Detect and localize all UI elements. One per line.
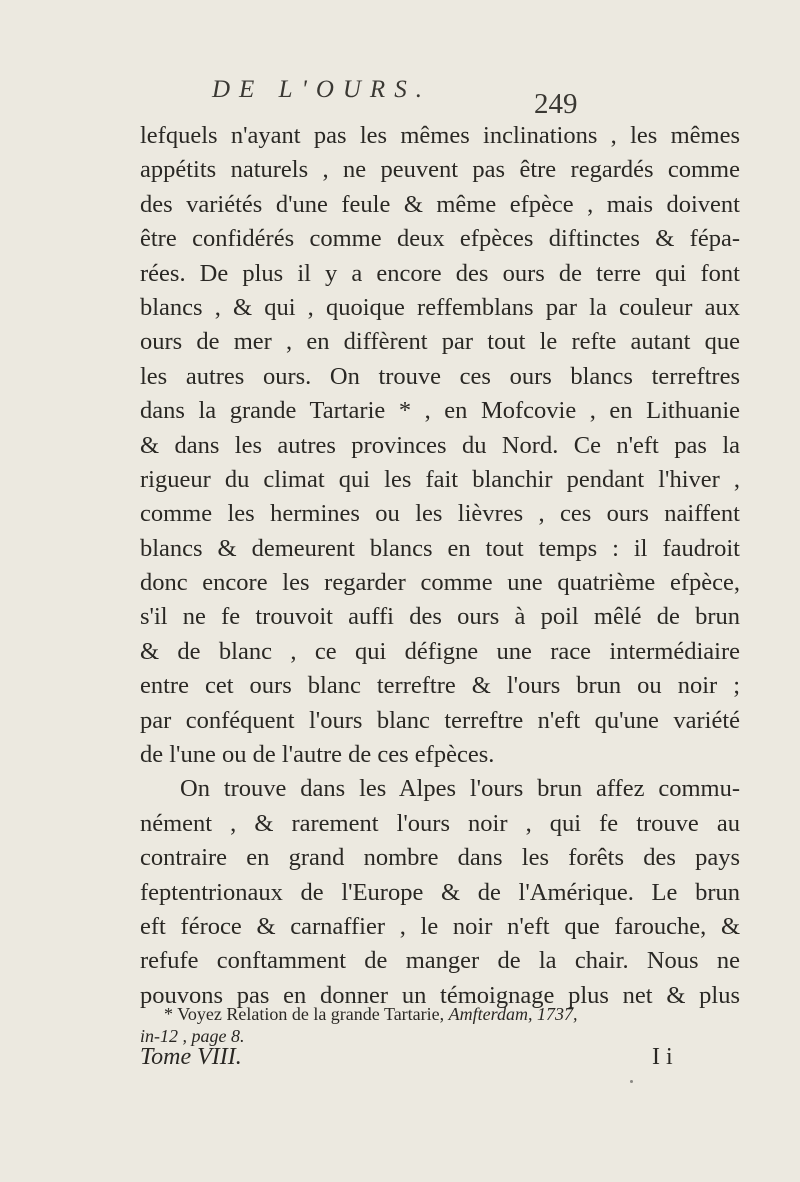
- ink-speck: [630, 1080, 633, 1083]
- body-text: [140, 119, 740, 1013]
- text-line: comme les hermines ou les lièvres , ces ours naiffent: [140, 500, 740, 528]
- text-line: blancs , & qui , quoique reffemblans par la couleur aux: [140, 293, 740, 321]
- text-line: & dans les autres provinces du Nord. Ce n'eft pas la: [140, 431, 740, 459]
- text-line: & de blanc , ce qui défigne une race intermédiaire: [140, 637, 740, 665]
- footnote-place: Amfterdam: [448, 1004, 528, 1024]
- text-line: par conféquent l'ours blanc terreftre n'eft qu'une variété: [140, 706, 740, 734]
- footnote-year: 1737,: [536, 1004, 578, 1024]
- text-line: pouvons pas en donner un témoignage plus net & plus: [140, 981, 740, 1009]
- text-line: blancs & demeurent blancs en tout temps : il faudroit: [140, 534, 740, 562]
- running-title: DE L'OURS.: [212, 76, 431, 103]
- text-line: contraire en grand nombre dans les forêts des pays: [140, 844, 740, 872]
- text-line: nément , & rarement l'ours noir , qui fe trouve au: [140, 809, 740, 837]
- footnote-format: in-12 ,: [140, 1026, 187, 1046]
- text-line: être confidérés comme deux efpèces diftinctes & fépa-: [140, 225, 740, 253]
- footnote-sep: ,: [527, 1004, 533, 1024]
- text-line: ours de mer , en diffèrent par tout le refte autant que: [140, 328, 740, 356]
- text-line: de l'une ou de l'autre de ces efpèces.: [140, 741, 495, 769]
- text-line: dans la grande Tartarie * , en Mofcovie , en Lithuanie: [140, 397, 740, 425]
- text-line: feptentrionaux de l'Europe & de l'Amérique. Le brun: [140, 878, 740, 906]
- text-line: rigueur du climat qui les fait blanchir pendant l'hiver ,: [140, 465, 740, 493]
- tome-label: Tome VIII.: [140, 1044, 242, 1070]
- footnote-page: page 8.: [191, 1026, 245, 1046]
- page-number: 249: [534, 88, 578, 120]
- text-line: On trouve dans les Alpes l'ours brun affez commu-: [180, 775, 740, 803]
- text-line: refufe conftamment de manger de la chair. Nous ne: [140, 947, 740, 975]
- text-line: eft féroce & carnaffier , le noir n'eft que farouche, &: [140, 912, 740, 940]
- footnote-line: [140, 1003, 740, 1025]
- text-line: s'il ne fe trouvoit auffi des ours à poil mêlé de brun: [140, 603, 740, 631]
- text-line: appétits naturels , ne peuvent pas être regardés comme: [140, 156, 740, 184]
- text-line: des variétés d'une feule & même efpèce , mais doivent: [140, 190, 740, 218]
- text-line: les autres ours. On trouve ces ours blancs terreftres: [140, 362, 740, 390]
- page-header: [212, 76, 612, 120]
- text-line: lefquels n'ayant pas les mêmes inclinations , les mêmes: [140, 122, 740, 149]
- signature-mark: I i: [652, 1044, 673, 1070]
- text-line: donc encore les regarder comme une quatrième efpèce,: [140, 569, 740, 597]
- signature-row: [140, 1044, 740, 1074]
- text-line: entre cet ours blanc terreftre & l'ours brun ou noir ;: [140, 672, 740, 700]
- footnote: [140, 1003, 740, 1047]
- footnote-marker: *: [164, 1004, 173, 1024]
- footnote-text: Voyez Relation de la grande Tartarie,: [177, 1004, 445, 1024]
- text-line: rées. De plus il y a encore des ours de terre qui font: [140, 259, 740, 287]
